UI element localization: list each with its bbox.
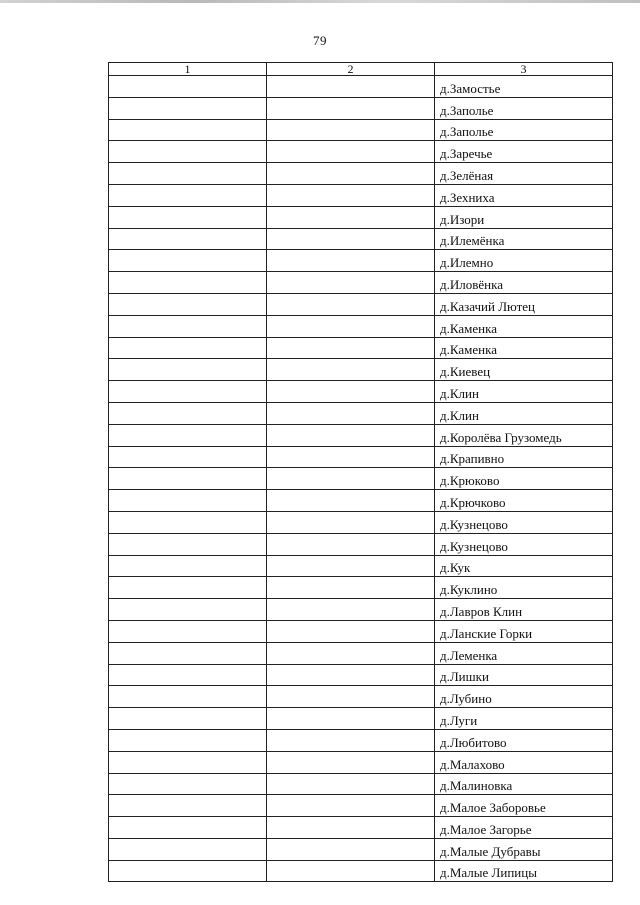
table-row — [109, 620, 613, 642]
table-cell-col-1 — [109, 228, 267, 250]
table-cell-col-2 — [267, 337, 435, 359]
settlement-name-cell: д.Заречье — [435, 141, 613, 163]
table-cell-col-2 — [267, 533, 435, 555]
settlement-name-cell: д.Зелёная — [435, 163, 613, 185]
table-row — [109, 97, 613, 119]
settlement-name-cell: д.Крапивно — [435, 446, 613, 468]
settlement-name-cell: д.Казачий Лютец — [435, 293, 613, 315]
table-row — [109, 490, 613, 512]
table-cell-col-1 — [109, 686, 267, 708]
table-cell-col-2 — [267, 795, 435, 817]
settlement-name-cell: д.Илемно — [435, 250, 613, 272]
table-cell-col-1 — [109, 424, 267, 446]
table-cell-col-2 — [267, 555, 435, 577]
table-cell-col-1 — [109, 250, 267, 272]
table-cell-col-1 — [109, 359, 267, 381]
table-row — [109, 795, 613, 817]
table-row — [109, 817, 613, 839]
settlement-name-cell: д.Малое Загорье — [435, 817, 613, 839]
settlement-name-cell: д.Замостье — [435, 76, 613, 98]
table-row — [109, 76, 613, 98]
table-cell-col-2 — [267, 490, 435, 512]
table-cell-col-2 — [267, 686, 435, 708]
settlement-name-cell: д.Малые Липицы — [435, 860, 613, 882]
table-cell-col-2 — [267, 773, 435, 795]
table-cell-col-1 — [109, 817, 267, 839]
table-cell-col-1 — [109, 533, 267, 555]
table-cell-col-1 — [109, 599, 267, 621]
table-row — [109, 119, 613, 141]
table-cell-col-1 — [109, 490, 267, 512]
table-row — [109, 272, 613, 294]
settlement-name-cell: д.Лавров Клин — [435, 599, 613, 621]
table-cell-col-2 — [267, 184, 435, 206]
table-cell-col-1 — [109, 642, 267, 664]
table-cell-col-2 — [267, 359, 435, 381]
table-cell-col-2 — [267, 119, 435, 141]
table-row — [109, 577, 613, 599]
scan-edge — [0, 0, 640, 3]
settlement-name-cell: д.Кузнецово — [435, 533, 613, 555]
settlement-name-cell: д.Клин — [435, 402, 613, 424]
table-cell-col-2 — [267, 402, 435, 424]
settlement-name-cell: д.Лубино — [435, 686, 613, 708]
table-cell-col-1 — [109, 381, 267, 403]
table-row — [109, 315, 613, 337]
table-cell-col-1 — [109, 141, 267, 163]
table-row — [109, 751, 613, 773]
settlements-table-container — [108, 62, 612, 882]
table-row — [109, 468, 613, 490]
settlement-name-cell: д.Крючково — [435, 490, 613, 512]
table-cell-col-2 — [267, 729, 435, 751]
table-header-row — [109, 63, 613, 76]
table-cell-col-2 — [267, 642, 435, 664]
table-cell-col-1 — [109, 795, 267, 817]
column-header-3: 3 — [435, 63, 613, 76]
table-cell-col-1 — [109, 315, 267, 337]
settlement-name-cell: д.Любитово — [435, 729, 613, 751]
settlement-name-cell: д.Крюково — [435, 468, 613, 490]
table-row — [109, 708, 613, 730]
table-row — [109, 293, 613, 315]
settlement-name-cell: д.Заполье — [435, 119, 613, 141]
settlement-name-cell: д.Иловёнка — [435, 272, 613, 294]
settlement-name-cell: д.Ланские Горки — [435, 620, 613, 642]
table-cell-col-1 — [109, 293, 267, 315]
settlement-name-cell: д.Малое Заборовье — [435, 795, 613, 817]
table-cell-col-2 — [267, 141, 435, 163]
column-header-1: 1 — [109, 63, 267, 76]
table-row — [109, 729, 613, 751]
table-cell-col-2 — [267, 577, 435, 599]
table-cell-col-1 — [109, 511, 267, 533]
settlement-name-cell: д.Королёва Грузомедь — [435, 424, 613, 446]
settlement-name-cell: д.Каменка — [435, 315, 613, 337]
table-row — [109, 424, 613, 446]
settlement-name-cell: д.Заполье — [435, 97, 613, 119]
settlement-name-cell: д.Луги — [435, 708, 613, 730]
table-row — [109, 446, 613, 468]
table-row — [109, 163, 613, 185]
settlements-table — [108, 62, 613, 882]
table-cell-col-2 — [267, 468, 435, 490]
table-cell-col-1 — [109, 773, 267, 795]
table-cell-col-1 — [109, 446, 267, 468]
settlement-name-cell: д.Малые Дубравы — [435, 838, 613, 860]
table-row — [109, 773, 613, 795]
table-cell-col-1 — [109, 838, 267, 860]
table-row — [109, 141, 613, 163]
table-row — [109, 599, 613, 621]
table-cell-col-2 — [267, 446, 435, 468]
table-cell-col-1 — [109, 163, 267, 185]
table-row — [109, 686, 613, 708]
table-cell-col-2 — [267, 860, 435, 882]
table-cell-col-1 — [109, 76, 267, 98]
settlement-name-cell: д.Леменка — [435, 642, 613, 664]
settlement-name-cell: д.Зехниха — [435, 184, 613, 206]
table-row — [109, 555, 613, 577]
settlement-name-cell: д.Каменка — [435, 337, 613, 359]
table-cell-col-2 — [267, 163, 435, 185]
settlement-name-cell: д.Куклино — [435, 577, 613, 599]
table-cell-col-2 — [267, 315, 435, 337]
table-row — [109, 838, 613, 860]
table-cell-col-1 — [109, 206, 267, 228]
table-cell-col-2 — [267, 817, 435, 839]
table-cell-col-2 — [267, 97, 435, 119]
table-cell-col-1 — [109, 272, 267, 294]
table-row — [109, 250, 613, 272]
table-row — [109, 402, 613, 424]
settlement-name-cell: д.Клин — [435, 381, 613, 403]
table-cell-col-2 — [267, 664, 435, 686]
table-cell-col-1 — [109, 337, 267, 359]
table-cell-col-1 — [109, 184, 267, 206]
table-cell-col-1 — [109, 97, 267, 119]
table-cell-col-2 — [267, 76, 435, 98]
table-cell-col-2 — [267, 228, 435, 250]
table-cell-col-1 — [109, 577, 267, 599]
table-row — [109, 337, 613, 359]
settlement-name-cell: д.Малахово — [435, 751, 613, 773]
table-cell-col-1 — [109, 708, 267, 730]
table-row — [109, 664, 613, 686]
table-cell-col-2 — [267, 272, 435, 294]
table-cell-col-1 — [109, 751, 267, 773]
table-row — [109, 642, 613, 664]
table-body — [109, 76, 613, 882]
table-cell-col-2 — [267, 620, 435, 642]
table-cell-col-1 — [109, 402, 267, 424]
table-cell-col-1 — [109, 468, 267, 490]
settlement-name-cell: д.Илемёнка — [435, 228, 613, 250]
settlement-name-cell: д.Киевец — [435, 359, 613, 381]
table-cell-col-1 — [109, 620, 267, 642]
table-row — [109, 860, 613, 882]
table-cell-col-2 — [267, 708, 435, 730]
table-row — [109, 381, 613, 403]
column-header-2: 2 — [267, 63, 435, 76]
table-row — [109, 511, 613, 533]
settlement-name-cell: д.Малиновка — [435, 773, 613, 795]
table-cell-col-1 — [109, 729, 267, 751]
table-row — [109, 206, 613, 228]
table-cell-col-2 — [267, 293, 435, 315]
table-cell-col-2 — [267, 424, 435, 446]
table-cell-col-2 — [267, 250, 435, 272]
settlement-name-cell: д.Кук — [435, 555, 613, 577]
settlement-name-cell: д.Кузнецово — [435, 511, 613, 533]
table-cell-col-2 — [267, 206, 435, 228]
table-row — [109, 359, 613, 381]
table-cell-col-2 — [267, 838, 435, 860]
table-cell-col-2 — [267, 751, 435, 773]
table-cell-col-1 — [109, 119, 267, 141]
table-row — [109, 533, 613, 555]
settlement-name-cell: д.Лишки — [435, 664, 613, 686]
table-row — [109, 184, 613, 206]
table-cell-col-2 — [267, 381, 435, 403]
table-cell-col-1 — [109, 555, 267, 577]
table-cell-col-1 — [109, 860, 267, 882]
table-cell-col-2 — [267, 511, 435, 533]
page-number: 79 — [313, 33, 327, 48]
table-cell-col-1 — [109, 664, 267, 686]
settlement-name-cell: д.Изори — [435, 206, 613, 228]
table-cell-col-2 — [267, 599, 435, 621]
table-row — [109, 228, 613, 250]
